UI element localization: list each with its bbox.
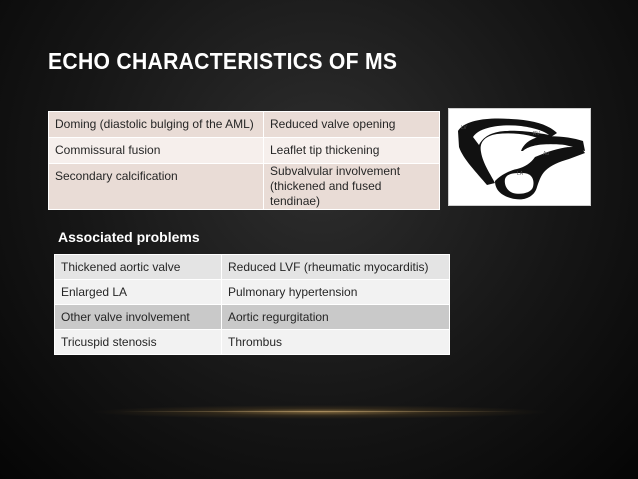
associated-problems-heading: Associated problems: [58, 229, 200, 245]
diagram-label-lv: LV: [461, 125, 467, 131]
echo-characteristics-table: [48, 111, 440, 210]
table-cell: Commissural fusion: [49, 138, 264, 164]
table-row: [49, 112, 440, 138]
table-cell: Reduced valve opening: [264, 112, 440, 138]
table-cell: Secondary calcification: [49, 164, 264, 210]
table-row: [55, 305, 450, 330]
table-cell: Pulmonary hypertension: [222, 280, 450, 305]
decorative-divider: [120, 411, 520, 412]
table-cell: Subvalvular involvement (thickened and fused tendinae): [264, 164, 440, 210]
associated-problems-table: [54, 254, 450, 355]
table-cell: Enlarged LA: [55, 280, 222, 305]
heart-echo-diagram: [448, 108, 591, 206]
table-cell: Doming (diastolic bulging of the AML): [49, 112, 264, 138]
table-row: [55, 330, 450, 355]
diagram-label-rv: RV: [533, 131, 540, 137]
decorative-glow: [90, 405, 550, 419]
table-cell: Tricuspid stenosis: [55, 330, 222, 355]
table-cell: Aortic regurgitation: [222, 305, 450, 330]
table-cell: Leaflet tip thickening: [264, 138, 440, 164]
table-cell: Reduced LVF (rheumatic myocarditis): [222, 255, 450, 280]
diagram-label-la: LA: [517, 171, 524, 177]
table-cell: Thrombus: [222, 330, 450, 355]
table-row: [55, 255, 450, 280]
diagram-label-ao: Ao: [543, 151, 550, 157]
table-cell: Thickened aortic valve: [55, 255, 222, 280]
table-cell: Other valve involvement: [55, 305, 222, 330]
table-row: [49, 164, 440, 210]
heart-diagram-svg: [449, 109, 590, 205]
table-row: [55, 280, 450, 305]
table-row: [49, 138, 440, 164]
slide-title: ECHO CHARACTERISTICS OF MS: [48, 48, 398, 74]
